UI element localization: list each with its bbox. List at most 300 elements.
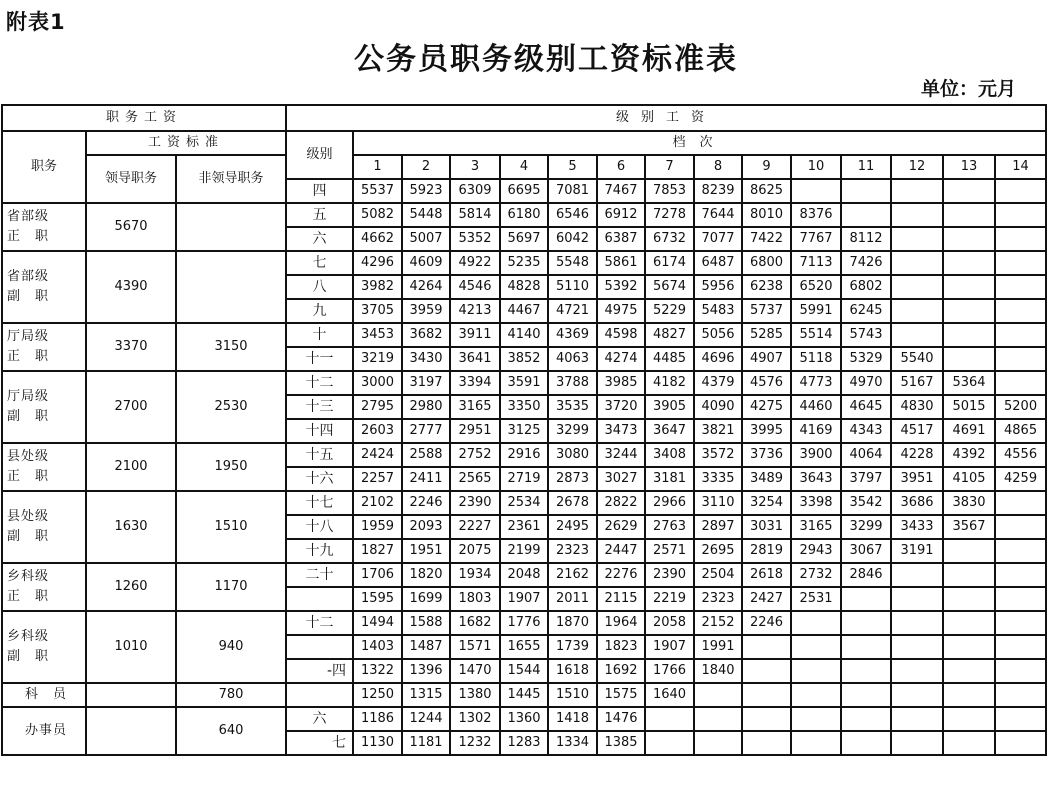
leadership-wage: 4390 (86, 251, 176, 323)
wage-value: 1232 (450, 731, 500, 755)
wage-value: 4169 (791, 419, 841, 443)
wage-value: 5235 (500, 251, 548, 275)
wage-value: 1934 (450, 563, 500, 587)
grade-number-7: 7 (645, 155, 694, 179)
wage-value: 4546 (450, 275, 500, 299)
wage-value: 3821 (694, 419, 742, 443)
header-row-2 (2, 131, 1046, 155)
position-cell (2, 371, 86, 443)
wage-value: 2011 (548, 587, 597, 611)
wage-value: 5118 (791, 347, 841, 371)
wage-value (995, 203, 1046, 227)
wage-value: 5737 (742, 299, 791, 323)
wage-value: 1692 (597, 659, 645, 683)
wage-value (995, 731, 1046, 755)
wage-value (943, 683, 995, 707)
wage-value: 4343 (841, 419, 891, 443)
wage-value (791, 683, 841, 707)
wage-value (841, 587, 891, 611)
wage-value: 7113 (791, 251, 841, 275)
wage-value: 1870 (548, 611, 597, 635)
wage-value: 1776 (500, 611, 548, 635)
wage-value: 6912 (597, 203, 645, 227)
wage-value (791, 179, 841, 203)
wage-value (791, 707, 841, 731)
wage-value: 5537 (353, 179, 402, 203)
wage-value: 6732 (645, 227, 694, 251)
wage-value: 4296 (353, 251, 402, 275)
wage-value: 1380 (450, 683, 500, 707)
wage-value: 3299 (841, 515, 891, 539)
wage-value: 5110 (548, 275, 597, 299)
wage-value: 4773 (791, 371, 841, 395)
wage-value: 3254 (742, 491, 791, 515)
wage-value: 2752 (450, 443, 500, 467)
wage-value: 1445 (500, 683, 548, 707)
wage-value: 3489 (742, 467, 791, 491)
position-label: 乡科级 (7, 569, 50, 584)
level-row (2, 707, 1046, 731)
wage-value: 4645 (841, 395, 891, 419)
wage-value: 1470 (450, 659, 500, 683)
wage-value (841, 707, 891, 731)
position-label: 副 职 (7, 529, 50, 544)
wage-value: 2246 (742, 611, 791, 635)
leadership-wage: 1630 (86, 491, 176, 563)
wage-value: 1699 (402, 587, 450, 611)
wage-value: 8239 (694, 179, 742, 203)
wage-value: 5448 (402, 203, 450, 227)
header-grade: 档次 (353, 131, 1046, 155)
wage-value: 3299 (548, 419, 597, 443)
position-label: 正 职 (7, 349, 50, 364)
wage-value: 3951 (891, 467, 943, 491)
grade-number-5: 5 (548, 155, 597, 179)
wage-value: 7077 (694, 227, 742, 251)
non-leadership-wage: 1950 (176, 443, 286, 491)
wage-value (995, 683, 1046, 707)
wage-value (891, 323, 943, 347)
wage-value: 3067 (841, 539, 891, 563)
wage-value: 1544 (500, 659, 548, 683)
wage-value (891, 683, 943, 707)
wage-value: 2323 (694, 587, 742, 611)
wage-value: 2424 (353, 443, 402, 467)
wage-value: 2763 (645, 515, 694, 539)
wage-value (891, 299, 943, 323)
wage-value (943, 251, 995, 275)
wage-value: 1907 (500, 587, 548, 611)
wage-value: 1322 (353, 659, 402, 683)
position-label: 科 员 (24, 687, 67, 702)
wage-value: 5991 (791, 299, 841, 323)
level-label: 十二 (286, 371, 353, 395)
wage-value: 3788 (548, 371, 597, 395)
wage-value: 2276 (597, 563, 645, 587)
wage-value: 6245 (841, 299, 891, 323)
wage-value: 5082 (353, 203, 402, 227)
wage-value: 5483 (694, 299, 742, 323)
wage-value: 4828 (500, 275, 548, 299)
wage-value: 1640 (645, 683, 694, 707)
wage-value: 1302 (450, 707, 500, 731)
wage-value (943, 611, 995, 635)
leadership-wage (86, 707, 176, 755)
wage-value (891, 587, 943, 611)
wage-value: 8376 (791, 203, 841, 227)
wage-value: 2732 (791, 563, 841, 587)
wage-value: 2534 (500, 491, 548, 515)
level-label: 十一 (286, 347, 353, 371)
wage-value (943, 587, 995, 611)
wage-value: 4907 (742, 347, 791, 371)
wage-value (891, 251, 943, 275)
wage-value: 2980 (402, 395, 450, 419)
wage-value: 2603 (353, 419, 402, 443)
wage-value: 2495 (548, 515, 597, 539)
leadership-wage: 2700 (86, 371, 176, 443)
wage-value (694, 683, 742, 707)
wage-value: 1244 (402, 707, 450, 731)
wage-value: 7422 (742, 227, 791, 251)
level-label: 二十 (286, 563, 353, 587)
wage-value: 6174 (645, 251, 694, 275)
wage-value: 2152 (694, 611, 742, 635)
wage-value: 2719 (500, 467, 548, 491)
wage-value: 4460 (791, 395, 841, 419)
wage-value: 2227 (450, 515, 500, 539)
grade-number-9: 9 (742, 155, 791, 179)
grade-number-14: 14 (995, 155, 1046, 179)
grade-number-1: 1 (353, 155, 402, 179)
wage-value: 7467 (597, 179, 645, 203)
wage-value: 2323 (548, 539, 597, 563)
wage-value: 5540 (891, 347, 943, 371)
non-leadership-wage: 3150 (176, 323, 286, 371)
wage-value: 5285 (742, 323, 791, 347)
wage-value: 3686 (891, 491, 943, 515)
level-label: 五 (286, 203, 353, 227)
wage-value: 3900 (791, 443, 841, 467)
wage-value (943, 731, 995, 755)
wage-value: 1494 (353, 611, 402, 635)
wage-value: 8625 (742, 179, 791, 203)
wage-value (943, 299, 995, 323)
wage-value: 3350 (500, 395, 548, 419)
wage-value: 4264 (402, 275, 450, 299)
wage-value: 3433 (891, 515, 943, 539)
wage-value: 3125 (500, 419, 548, 443)
level-label: 四 (286, 179, 353, 203)
wage-value (742, 659, 791, 683)
wage-value: 5743 (841, 323, 891, 347)
wage-value: 7278 (645, 203, 694, 227)
wage-value: 2897 (694, 515, 742, 539)
position-cell (2, 563, 86, 611)
wage-value (891, 611, 943, 635)
grade-number-10: 10 (791, 155, 841, 179)
wage-value: 3567 (943, 515, 995, 539)
wage-value: 4922 (450, 251, 500, 275)
level-label (286, 635, 353, 659)
wage-value (694, 707, 742, 731)
wage-value: 3643 (791, 467, 841, 491)
wage-value: 5352 (450, 227, 500, 251)
page-cutoff (0, 771, 1048, 800)
wage-value: 1951 (402, 539, 450, 563)
level-row (2, 371, 1046, 395)
wage-value: 1396 (402, 659, 450, 683)
level-row (2, 611, 1046, 635)
wage-value: 3830 (943, 491, 995, 515)
non-leadership-wage: 640 (176, 707, 286, 755)
wage-value (841, 635, 891, 659)
wage-value: 3995 (742, 419, 791, 443)
level-label: 十二 (286, 611, 353, 635)
level-label: 七 (286, 731, 353, 755)
wage-value: 5364 (943, 371, 995, 395)
wage-value (891, 731, 943, 755)
wage-value: 2777 (402, 419, 450, 443)
wage-value: 4182 (645, 371, 694, 395)
leadership-wage: 3370 (86, 323, 176, 371)
wage-value: 2695 (694, 539, 742, 563)
wage-value: 1181 (402, 731, 450, 755)
wage-value: 3394 (450, 371, 500, 395)
wage-value: 8010 (742, 203, 791, 227)
wage-value: 1283 (500, 731, 548, 755)
wage-value: 2571 (645, 539, 694, 563)
wage-value (891, 707, 943, 731)
wage-value: 1476 (597, 707, 645, 731)
wage-value (995, 371, 1046, 395)
wage-value: 2361 (500, 515, 548, 539)
wage-value: 5923 (402, 179, 450, 203)
level-row (2, 683, 1046, 707)
position-cell (2, 611, 86, 683)
wage-value (791, 731, 841, 755)
header-non-leadership: 非领导职务 (176, 155, 286, 203)
wage-value (995, 227, 1046, 251)
wage-value (943, 635, 995, 659)
wage-value: 4662 (353, 227, 402, 251)
grade-number-13: 13 (943, 155, 995, 179)
wage-value: 3705 (353, 299, 402, 323)
wage-value: 2531 (791, 587, 841, 611)
position-label: 厅局级 (7, 329, 50, 344)
wage-value: 1739 (548, 635, 597, 659)
grade-number-2: 2 (402, 155, 450, 179)
wage-value: 2102 (353, 491, 402, 515)
wage-value: 3535 (548, 395, 597, 419)
wage-value: 5548 (548, 251, 597, 275)
wage-value: 4369 (548, 323, 597, 347)
wage-value (995, 491, 1046, 515)
level-label: 十七 (286, 491, 353, 515)
wage-value: 3905 (645, 395, 694, 419)
level-row (2, 251, 1046, 275)
wage-value: 3197 (402, 371, 450, 395)
wage-value: 1840 (694, 659, 742, 683)
wage-value (742, 683, 791, 707)
wage-value: 6802 (841, 275, 891, 299)
wage-value: 5814 (450, 203, 500, 227)
wage-value: 4105 (943, 467, 995, 491)
grade-number-12: 12 (891, 155, 943, 179)
wage-value: 3453 (353, 323, 402, 347)
level-label: 六 (286, 227, 353, 251)
position-label: 办事员 (24, 723, 67, 738)
wage-value (943, 203, 995, 227)
header-level: 级别 (286, 131, 353, 179)
wage-value: 3641 (450, 347, 500, 371)
level-row (2, 563, 1046, 587)
header-position: 职务 (2, 131, 86, 203)
wage-value: 1403 (353, 635, 402, 659)
wage-value: 3000 (353, 371, 402, 395)
wage-value: 3911 (450, 323, 500, 347)
position-label: 副 职 (7, 409, 50, 424)
wage-value: 3165 (791, 515, 841, 539)
wage-value (891, 659, 943, 683)
position-cell (2, 323, 86, 371)
wage-value: 3736 (742, 443, 791, 467)
wage-value: 4556 (995, 443, 1046, 467)
wage-value: 1766 (645, 659, 694, 683)
wage-value: 4213 (450, 299, 500, 323)
wage-value: 2390 (645, 563, 694, 587)
position-cell (2, 491, 86, 563)
wage-value (645, 707, 694, 731)
wage-value: 3430 (402, 347, 450, 371)
wage-value: 4275 (742, 395, 791, 419)
wage-value: 4827 (645, 323, 694, 347)
level-label: 十三 (286, 395, 353, 419)
non-leadership-wage: 940 (176, 611, 286, 683)
level-label: 十九 (286, 539, 353, 563)
wage-value (995, 179, 1046, 203)
wage-value: 6800 (742, 251, 791, 275)
wage-value: 5015 (943, 395, 995, 419)
wage-value: 4064 (841, 443, 891, 467)
wage-table (1, 104, 1047, 756)
wage-value: 2916 (500, 443, 548, 467)
wage-value: 2618 (742, 563, 791, 587)
wage-value: 1706 (353, 563, 402, 587)
wage-value: 1964 (597, 611, 645, 635)
wage-value: 2048 (500, 563, 548, 587)
wage-value: 2588 (402, 443, 450, 467)
wage-value: 4691 (943, 419, 995, 443)
wage-value: 6695 (500, 179, 548, 203)
header-row-1 (2, 105, 1046, 131)
wage-value: 2257 (353, 467, 402, 491)
wage-value (841, 659, 891, 683)
wage-value: 2629 (597, 515, 645, 539)
wage-value (943, 539, 995, 563)
level-label: 十四 (286, 419, 353, 443)
wage-value: 3244 (597, 443, 645, 467)
level-label: 十六 (286, 467, 353, 491)
wage-value: 1803 (450, 587, 500, 611)
leadership-wage (86, 683, 176, 707)
position-label: 县处级 (7, 509, 50, 524)
wage-value: 1360 (500, 707, 548, 731)
wage-value (995, 299, 1046, 323)
wage-value: 2565 (450, 467, 500, 491)
grade-number-6: 6 (597, 155, 645, 179)
wage-value: 7081 (548, 179, 597, 203)
header-leadership: 领导职务 (86, 155, 176, 203)
wage-value (841, 611, 891, 635)
wage-value: 5229 (645, 299, 694, 323)
wage-value: 3572 (694, 443, 742, 467)
leadership-wage: 1010 (86, 611, 176, 683)
wage-value: 6042 (548, 227, 597, 251)
wage-value: 3542 (841, 491, 891, 515)
wage-value: 1827 (353, 539, 402, 563)
wage-value (943, 707, 995, 731)
position-label: 省部级 (7, 209, 50, 224)
wage-value (943, 227, 995, 251)
wage-value: 6546 (548, 203, 597, 227)
wage-value: 3720 (597, 395, 645, 419)
wage-value: 4392 (943, 443, 995, 467)
wage-value (841, 203, 891, 227)
wage-value: 3647 (645, 419, 694, 443)
non-leadership-wage: 1170 (176, 563, 286, 611)
level-label: -四 (286, 659, 353, 683)
wage-value: 1991 (694, 635, 742, 659)
wage-value: 1588 (402, 611, 450, 635)
wage-value: 3165 (450, 395, 500, 419)
wage-value (791, 611, 841, 635)
wage-value: 2951 (450, 419, 500, 443)
wage-value (995, 323, 1046, 347)
unit-label: 单位：元月 (920, 78, 1016, 100)
wage-value: 4274 (597, 347, 645, 371)
wage-value: 2411 (402, 467, 450, 491)
wage-value: 1186 (353, 707, 402, 731)
wage-value: 3982 (353, 275, 402, 299)
wage-value: 6238 (742, 275, 791, 299)
wage-value: 2093 (402, 515, 450, 539)
level-label: 十五 (286, 443, 353, 467)
wage-value: 3408 (645, 443, 694, 467)
level-row (2, 323, 1046, 347)
grade-number-3: 3 (450, 155, 500, 179)
wage-value: 3797 (841, 467, 891, 491)
page-title: 公务员职务级别工资标准表 (354, 42, 738, 77)
wage-value: 2075 (450, 539, 500, 563)
wage-value: 2162 (548, 563, 597, 587)
wage-value: 4140 (500, 323, 548, 347)
wage-value: 4090 (694, 395, 742, 419)
wage-value (841, 683, 891, 707)
wage-value: 5167 (891, 371, 943, 395)
position-cell (2, 707, 86, 755)
position-cell (2, 203, 86, 251)
wage-value: 2873 (548, 467, 597, 491)
wage-value: 1250 (353, 683, 402, 707)
leadership-wage: 2100 (86, 443, 176, 491)
annex-label: 附表1 (6, 10, 66, 34)
wage-value: 3335 (694, 467, 742, 491)
wage-value (841, 731, 891, 755)
wage-value: 5200 (995, 395, 1046, 419)
position-label: 副 职 (7, 289, 50, 304)
wage-value: 3852 (500, 347, 548, 371)
